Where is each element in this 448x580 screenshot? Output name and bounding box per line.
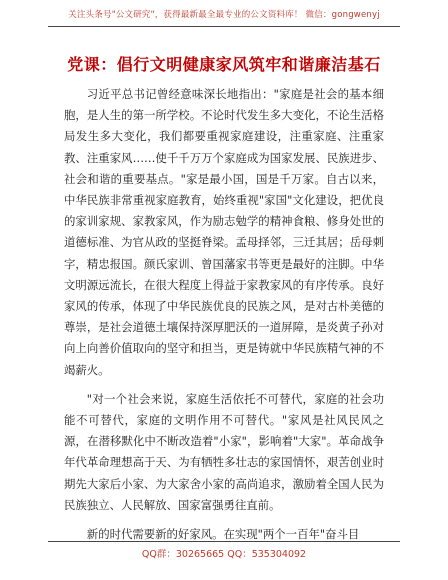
- paragraph: "对一个社会来说，家庭生活依托不可替代，家庭的社会功能不可替代，家庭的文明作用不可替代。"家风是社风民风之源，在潜移默化中不断改造着"小家"，影响着"大家"。革命战争年代革命理想高于天、为有牺牲多壮志的家国情怀，艰苦创业时期先大家后小家、为大家舍小家的高尚追求，激励着全国人民为民族独立、人民解放、国家富强勇往直前。: [64, 391, 384, 512]
- document-body: [64, 84, 384, 553]
- paragraph: 习近平总书记曾经意味深长地指出："家庭是社会的基本细胞，是人生的第一所学校。不论时代发生多大变化，不论生活格局发生多大变化，我们都要重视家庭建设，注重家庭、注重家教、注重家风……使千千万万个家庭成为国家发展、民族进步、社会和谐的重要基点。"家是最小国，国是千万家。自古以来，中华民族非常重视家庭教育，始终重视"家国"文化建设，把优良的家训家规、家教家风，作为励志勉学的精神食粮、修身处世的道德标准、为官从政的坚挺脊梁。孟母择邻，三迁其居；岳母刺字，精忠报国。颜氏家训、曾国藩家书等更是最好的注脚。中华文明源远流长，在很大程度上得益于家教家风的有序传承。良好家风的传承，体现了中华民族优良的民族之风，是对古朴美德的尊崇，是社会道德土壤保持深厚肥沃的一道屏障，是炎黄子孙对向上向善价值取向的坚守和担当，更是铸就中华民族精气神的不竭薪火。: [64, 87, 384, 377]
- footer-divider: [48, 541, 400, 542]
- header-note: 关注头条号"公文研究"，获得最新最全最专业的公文资料库！ 微信：gongwenyj: [68, 10, 380, 20]
- header-divider: [48, 26, 400, 27]
- footer-note: QQ群：30265665 QQ：535304092: [141, 549, 307, 560]
- document-title: 党课：倡行文明健康家风筑牢和谐廉洁基石: [67, 55, 381, 74]
- paragraph: 新的时代需要新的好家风。在实现"两个一百年"奋斗目: [86, 527, 360, 542]
